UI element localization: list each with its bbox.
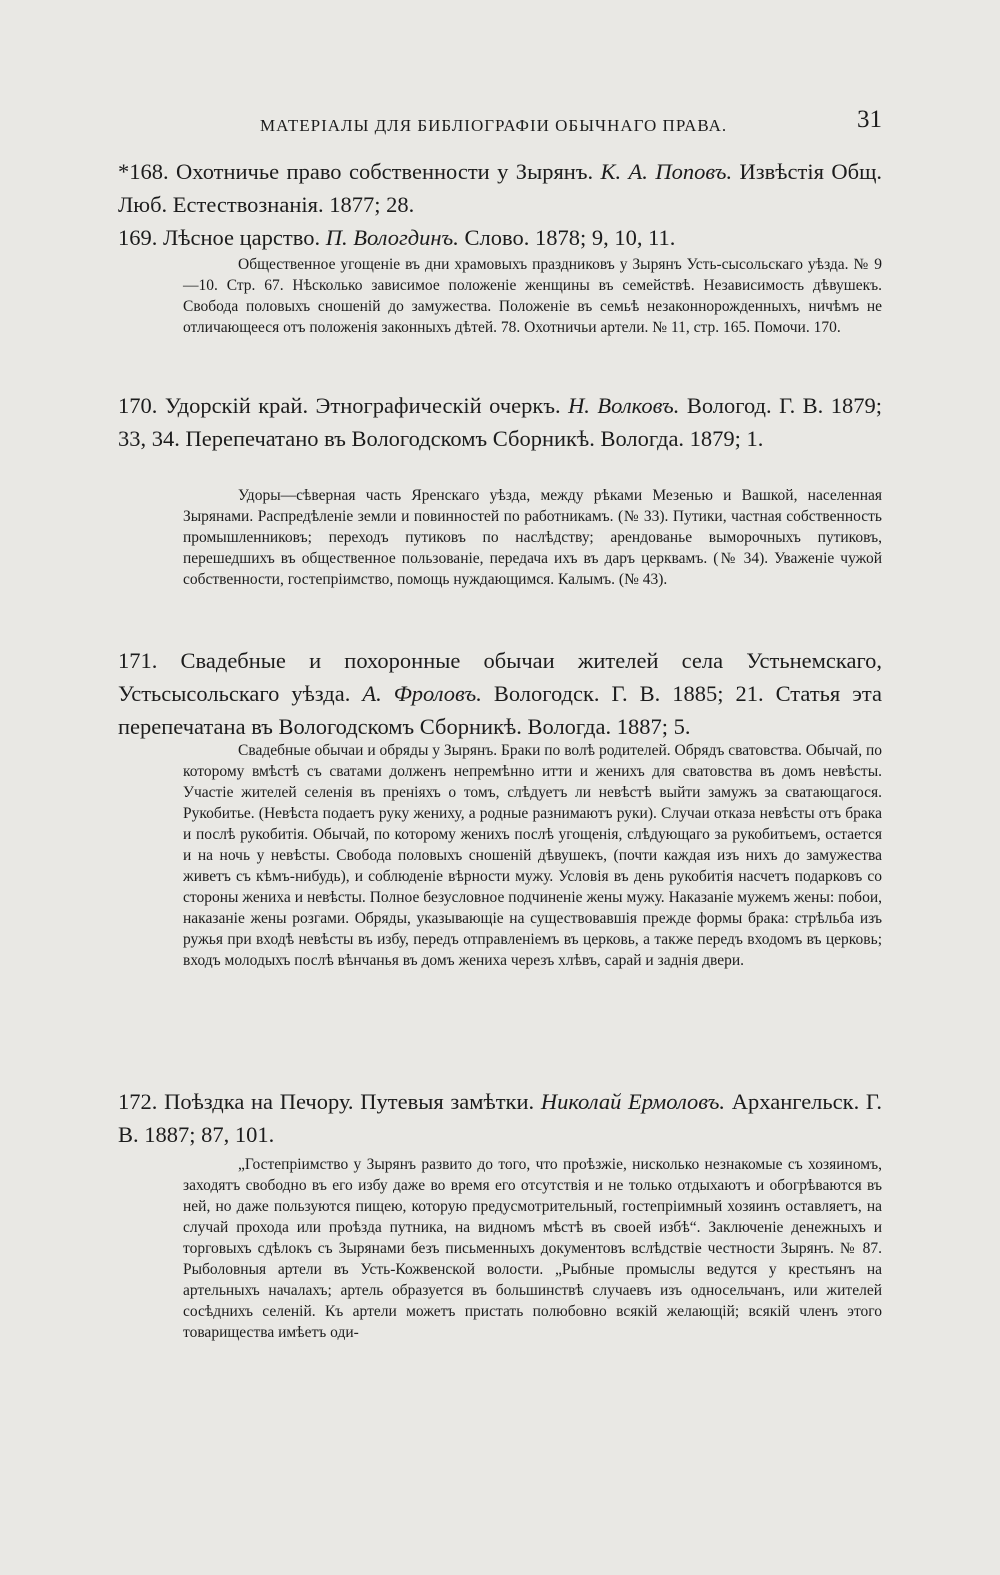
entry-title: *168. Охотничье право собственности у Зырянъ.	[118, 159, 594, 184]
annotation-text: „Гостепріимство у Зырянъ развито до того, что проѣзжіе, нисколько незнакомые съ хозяиномъ, заходятъ свободно въ его избу даже во время его отсутствія и не только отдыхаютъ и обогрѣваются въ ней, но даже пользуются пищею, которую предусмотрительный, гостепріимный хозяинъ оставляетъ, на случай прохода или проѣзда путника, на видномъ мѣстѣ въ своей избѣ“. Заключеніе денежныхъ и торговыхъ сдѣлокъ съ Зырянами безъ письменныхъ документовъ вслѣдствіе честности Зырянъ. № 87. Рыболовныя артели въ Усть-Кожвенской волости. „Рыбные промыслы ведутся у крестьянъ на артельныхъ началахъ; артель образуется въ большинствѣ случаевъ изъ односельчанъ, или жителей сосѣднихъ селеній. Къ артели можетъ пристать полюбовно всякій желающій; всякій членъ этого товарищества имѣетъ оди-	[183, 1156, 882, 1341]
entry-author: П. Вологдинъ.	[325, 225, 459, 250]
annotation-text: Общественное угощеніе въ дни храмовыхъ праздниковъ у Зырянъ Усть-сысольскаго уѣзда. № 9—10. Стр. 67. Нѣсколько зависимое положеніе женщины въ семействѣ. Независимость дѣвушекъ. Свобода половыхъ сношеній до замужества. Положеніе въ семьѣ незаконнорожденныхъ, ничѣмъ не отличающееся отъ положенія законныхъ дѣтей. 78. Охотничьи артели. № 11, стр. 165. Помочи. 170.	[183, 256, 882, 336]
entry-source: Слово. 1878; 9, 10, 11.	[464, 225, 676, 250]
entry-author: Николай Ермоловъ.	[540, 1089, 726, 1114]
entry-author: К. А. Поповъ.	[600, 159, 733, 184]
running-title: МАТЕРІАЛЫ ДЛЯ БИБЛІОГРАФІИ ОБЫЧНАГО ПРАВА.	[260, 116, 728, 135]
entry-title: 169. Лѣсное царство.	[118, 225, 321, 250]
entry-author: Н. Волковъ.	[568, 393, 680, 418]
entry-168-heading	[118, 155, 882, 221]
page-header	[120, 106, 882, 142]
annotation-text: Удоры—сѣверная часть Яренскаго уѣзда, между рѣками Мезенью и Вашкой, населенная Зырянами. Распредѣленіе земли и повинностей по работникамъ. (№ 33). Путики, частная собственность промышленниковъ; переходъ путиковъ по наслѣдству; арендованье выморочныхъ путиковъ, перешедшихъ въ общественное пользованіе, передача ихъ въ даръ церквамъ. (№ 34). Уваженіе чужой собственности, гостепріимство, помощь нуждающимся. Калымъ. (№ 43).	[183, 487, 882, 588]
entry-169-annotation	[183, 254, 882, 338]
entry-author: А. Фроловъ.	[362, 681, 482, 706]
entry-171-annotation	[183, 740, 882, 971]
entry-171-heading	[118, 644, 882, 743]
page-number: 31	[857, 106, 882, 133]
entry-172-annotation	[183, 1154, 882, 1343]
entry-source: Извѣстія Общ. Люб. Естествознанія. 1877; 28.	[118, 159, 883, 217]
entry-172-heading	[118, 1085, 882, 1151]
entry-source: Архангельск. Г. В. 1887; 87, 101.	[118, 1089, 883, 1147]
entry-source: Вологод. Г. В. 1879; 33, 34. Перепечатано въ Вологодскомъ Сборникѣ. Вологда. 1879; 1.	[118, 393, 883, 451]
entry-title: 172. Поѣздка на Печору. Путевыя замѣтки.	[118, 1089, 535, 1114]
annotation-text: Свадебные обычаи и обряды у Зырянъ. Браки по волѣ родителей. Обрядъ сватовства. Обычай, по которому вмѣстѣ съ сватами долженъ непремѣнно итти и женихъ для сватовства въ домъ невѣсты. Участіе жителей селенія въ преніяхъ о томъ, слѣдуетъ ли невѣстѣ выйти замужъ за сватающагося. Рукобитье. (Невѣста подаетъ руку жениху, а родные разнимаютъ руки). Случаи отказа невѣсты отъ брака и послѣ рукобитія. Обычай, по которому женихъ послѣ угощенія, слѣдующаго за рукобитьемъ, остается и на ночь у невѣсты. Свобода половыхъ сношеній дѣвушекъ, (почти каждая изъ нихъ до замужества живетъ съ кѣмъ-нибудь), и соблюденіе вѣрности мужу. Условія въ день рукобитія насчетъ подарковъ со стороны жениха и невѣсты. Полное безусловное подчиненіе жены мужу. Наказаніе мужемъ жены: побои, наказаніе жены розгами. Обряды, указывающіе на существовавшія прежде формы брака: стрѣльба изъ ружья при входѣ невѣсты въ избу, передъ отправленіемъ въ церковь, а также передъ входомъ въ церковь; входъ молодыхъ послѣ вѣнчанья въ домъ жениха черезъ хлѣвъ, сарай и заднія двери.	[183, 742, 882, 969]
entry-source: Вологодск. Г. В. 1885; 21. Статья эта перепечатана въ Вологодскомъ Сборникѣ. Вологда. 1887; 5.	[118, 681, 883, 739]
entry-title: 171. Свадебные и похоронные обычаи жителей села Устьнемскаго, Устьсысольскаго уѣзда.	[118, 648, 882, 706]
entry-170-heading	[118, 389, 882, 455]
entry-title: 170. Удорскій край. Этнографическій очеркъ.	[118, 393, 561, 418]
entry-169-heading	[118, 221, 882, 254]
entry-170-annotation	[183, 485, 882, 590]
